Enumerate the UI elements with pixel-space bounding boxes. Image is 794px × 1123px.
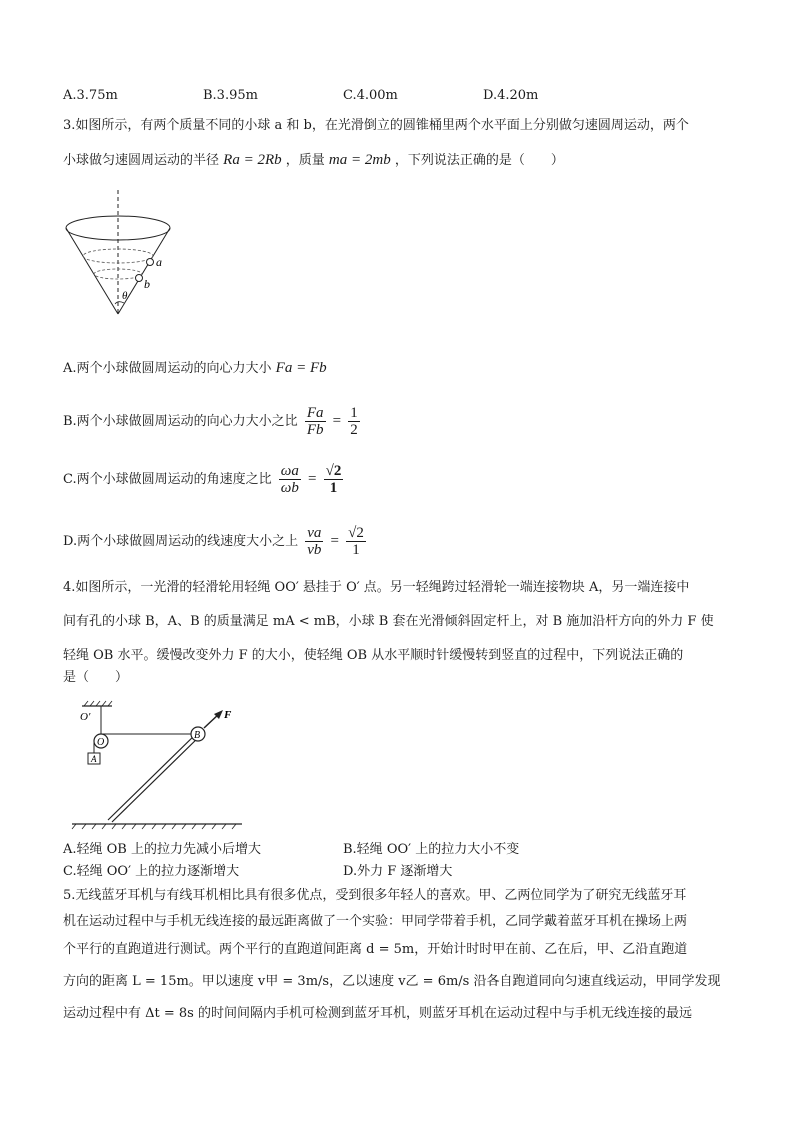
q4-stem-line2: 间有孔的小球 B，A、B 的质量满足 mA < mB，小球 B 套在光滑倾斜固定杆上，对 B 施加沿杆方向的外力 F 使 <box>63 614 714 629</box>
q5-stem-line4: 方向的距离 L = 15m。甲以速度 v甲 = 3m/s，乙以速度 v乙 = 6m/s 沿各自跑道同向匀速直线运动，甲同学发现 <box>63 974 721 989</box>
q3-option-a: A.两个小球做圆周运动的向心力大小 Fa = Fb <box>63 360 327 376</box>
q4-label-f: F <box>224 709 232 721</box>
q4-label-b: B <box>194 730 201 741</box>
q4-label-o-prime: O′ <box>80 711 91 723</box>
q3-stem-line1: 3.如图所示，有两个质量不同的小球 a 和 b，在光滑倒立的圆锥桶里两个水平面上分别做匀速圆周运动，两个 <box>63 118 689 133</box>
q3-option-d: D.两个小球做圆周运动的线速度大小之上 $\frac{va}{vb}$ = $\frac{√2}{1}$ <box>63 525 364 558</box>
q5-stem-line3: 个平行的直跑道进行测试。两个平行的直跑道间距离 d = 5m，开始计时时甲在前、乙在后，甲、乙沿直跑道 <box>63 942 688 957</box>
q4-pulley-figure <box>66 698 256 833</box>
q4-option-d: D.外力 F 逐渐增大 <box>343 864 453 879</box>
q3-label-theta: θ <box>122 290 128 302</box>
q5-stem-line5: 运动过程中有 Δt = 8s 的时间间隔内手机可检测到蓝牙耳机，则蓝牙耳机在运动过程中与手机无线连接的最远 <box>63 1006 692 1021</box>
q3-stem-line2: 小球做匀速圆周运动的半径 Ra = 2Rb ，质量 ma = 2mb ，下列说法正确的是（ ） <box>63 152 564 168</box>
q2-option-a: A.3.75m <box>63 88 118 103</box>
q4-label-o: O <box>97 737 105 748</box>
q3-label-b: b <box>144 277 150 291</box>
q2-option-b: B.3.95m <box>203 88 258 103</box>
q3-mass-eq: ma = 2mb <box>328 152 391 168</box>
q4-option-a: A.轻绳 OB 上的拉力先减小后增大 <box>63 842 261 857</box>
q4-option-b: B.轻绳 OO′ 上的拉力大小不变 <box>343 842 520 857</box>
q5-stem-line1: 5.无线蓝牙耳机与有线耳机相比具有很多优点，受到很多年轻人的喜欢。甲、乙两位同学为了研究无线蓝牙耳 <box>63 888 687 903</box>
q3-radius-eq: Ra = 2Rb <box>223 152 282 168</box>
q5-stem-line2: 机在运动过程中与手机无线连接的最远距离做了一个实验：甲同学带着手机，乙同学戴着蓝牙耳机在操场上两 <box>63 914 688 929</box>
q4-stem-line1: 4.如图所示，一光滑的轻滑轮用轻绳 OO′ 悬挂于 O′ 点。另一轻绳跨过轻滑轮一端连接物块 A，另一端连接中 <box>63 580 690 595</box>
q4-stem-line4: 是（ ） <box>63 670 129 685</box>
q2-option-d: D.4.20m <box>483 88 539 103</box>
q2-option-c: C.4.00m <box>343 88 398 103</box>
q3-label-a: a <box>156 255 162 269</box>
q3-option-c: C.两个小球做圆周运动的角速度之比 $\frac{\omega a}{\omega b}$ = $\frac{√2}{1}$ <box>63 463 342 496</box>
q4-label-a: A <box>91 754 97 764</box>
q4-option-c: C.轻绳 OO′ 上的拉力逐渐增大 <box>63 864 240 879</box>
q3-cone-figure <box>60 190 190 320</box>
q3-option-b: B.两个小球做圆周运动的向心力大小之比 $\frac{Fa}{Fb}$ = $\frac{1}{2}$ <box>63 405 358 438</box>
q4-stem-line3: 轻绳 OB 水平。缓慢改变外力 F 的大小，使轻绳 OB 从水平顺时针缓慢转到竖直的过程中，下列说法正确的 <box>63 648 684 663</box>
